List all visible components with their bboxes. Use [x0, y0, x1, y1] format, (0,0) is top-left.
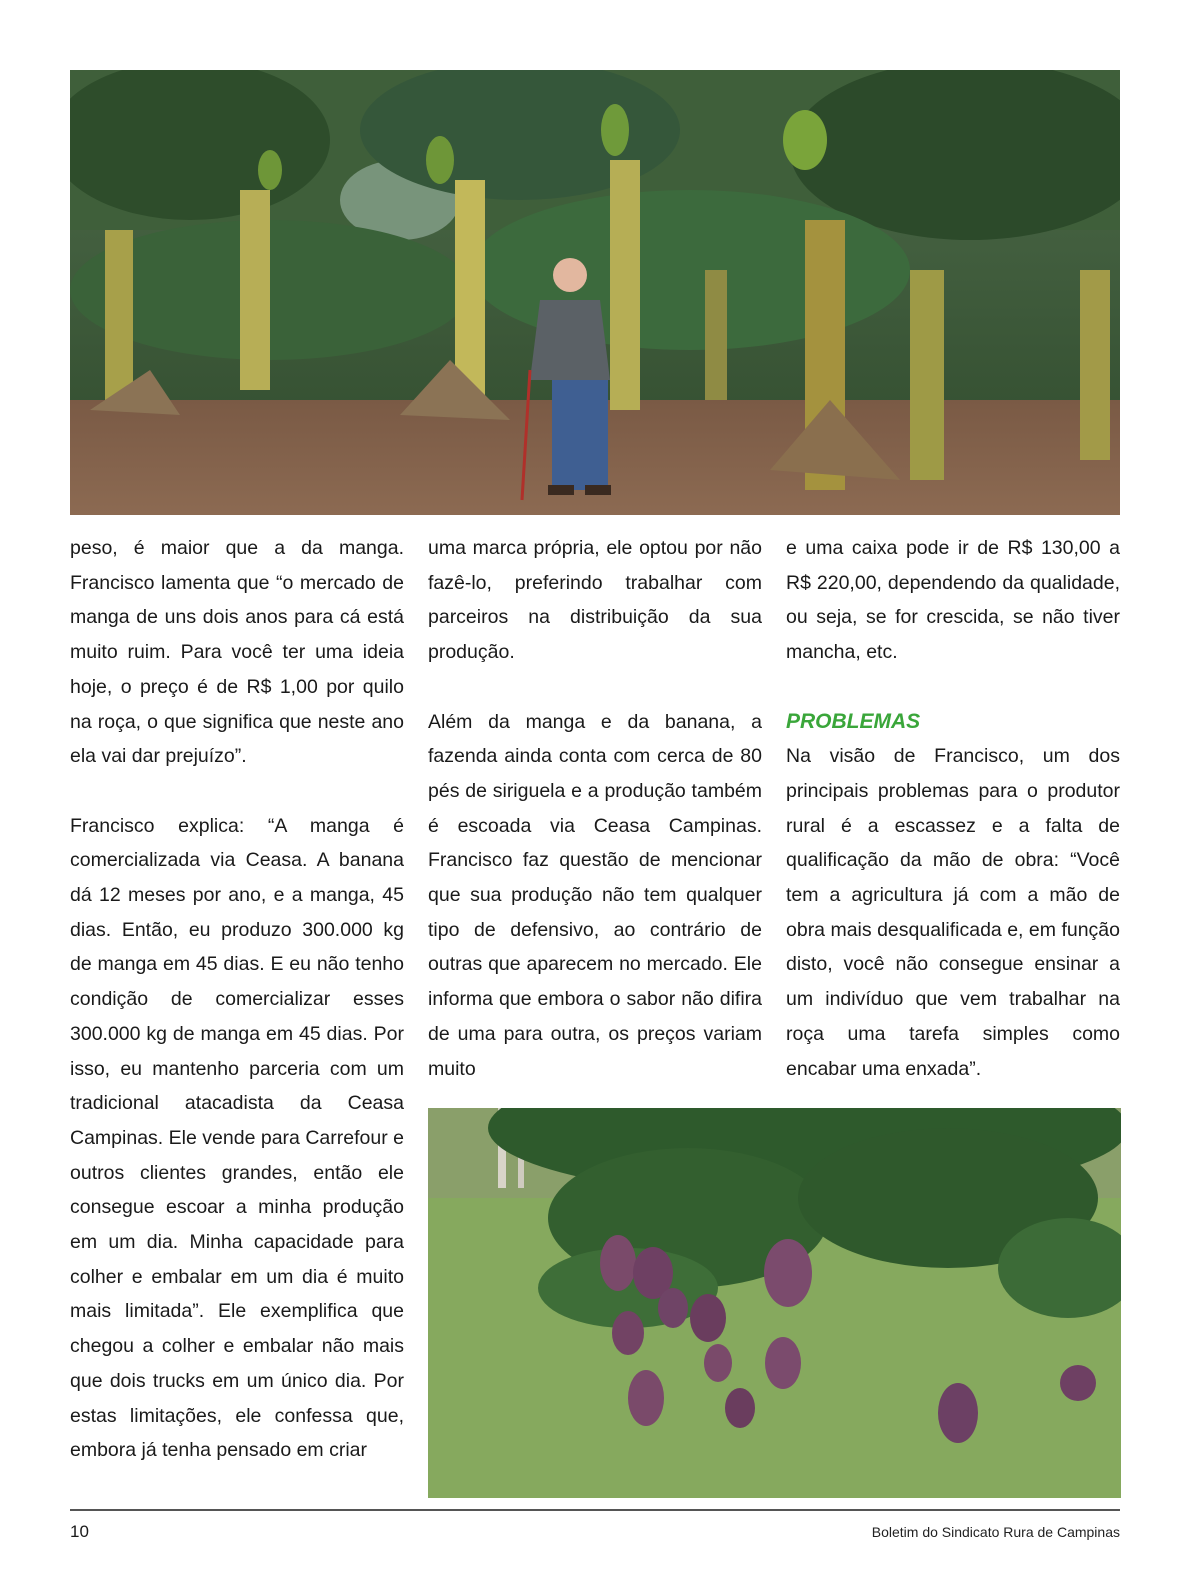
- banana-plantation-photo: [70, 70, 1120, 515]
- text-column-2: [428, 531, 762, 1086]
- section-heading: PROBLEMAS: [786, 709, 921, 733]
- paragraph: e uma caixa pode ir de R$ 130,00 a R$ 220,00, dependendo da qualidade, ou seja, se for crescida, se não tiver mancha, etc.: [786, 537, 1120, 664]
- footer-divider: [70, 1509, 1120, 1511]
- paragraph: peso, é maior que a da manga. Francisco lamenta que “o mercado de manga de uns dois anos para cá está muito ruim. Para você ter uma ideia hoje, o preço é de R$ 1,00 por quilo na roça, o que significa que neste ano ela vai dar prejuízo”.: [70, 537, 404, 768]
- mango-tree-photo: [428, 1108, 1121, 1498]
- banana-plantation-icon: [70, 70, 1120, 515]
- text-column-3: [786, 531, 1120, 1086]
- paragraph: Além da manga e da banana, a fazenda ainda conta com cerca de 80 pés de siriguela e a produção também é escoada via Ceasa Campinas. Francisco faz questão de mencionar que sua produção não tem qualquer tipo de defensivo, ao contrário de outras que aparecem no mercado. Ele informa que embora o sabor não difira de uma para outra, os preços variam muito: [428, 710, 762, 1080]
- paragraph: Na visão de Francisco, um dos principais problemas para o produtor rural é a escassez e a falta de qualificação da mão de obra: “Você tem a agricultura já com a mão de obra mais desqualificada e, em função disto, você não consegue ensinar a um indivíduo que vem trabalhar na roça uma tarefa simples como encabar uma enxada”.: [786, 745, 1120, 1080]
- page-number: 10: [70, 1522, 89, 1541]
- publication-title: Boletim do Sindicato Rura de Campinas: [871, 1524, 1120, 1540]
- mango-tree-icon: [428, 1108, 1121, 1498]
- paragraph: uma marca própria, ele optou por não fazê-lo, preferindo trabalhar com parceiros na distribuição da sua produção.: [428, 537, 762, 664]
- text-column-1: [70, 531, 404, 1468]
- paragraph: Francisco explica: “A manga é comercializada via Ceasa. A banana dá 12 meses por ano, e a manga, 45 dias. Então, eu produzo 300.000 kg de manga em 45 dias. E eu não tenho condição de comercializar esses 300.000 kg de manga em 45 dias. Por isso, eu mantenho parceria com um tradicional atacadista da Ceasa Campinas. Ele vende para Carrefour e outros clientes grandes, então ele consegue escoar a minha produção em um dia. Minha capacidade para colher e embalar em um dia é muito mais limitada”. Ele exemplifica que chegou a colher e embalar não mais que dois trucks em um único dia. Por estas limitações, ele confessa que, embora já tenha pensado em criar: [70, 814, 404, 1462]
